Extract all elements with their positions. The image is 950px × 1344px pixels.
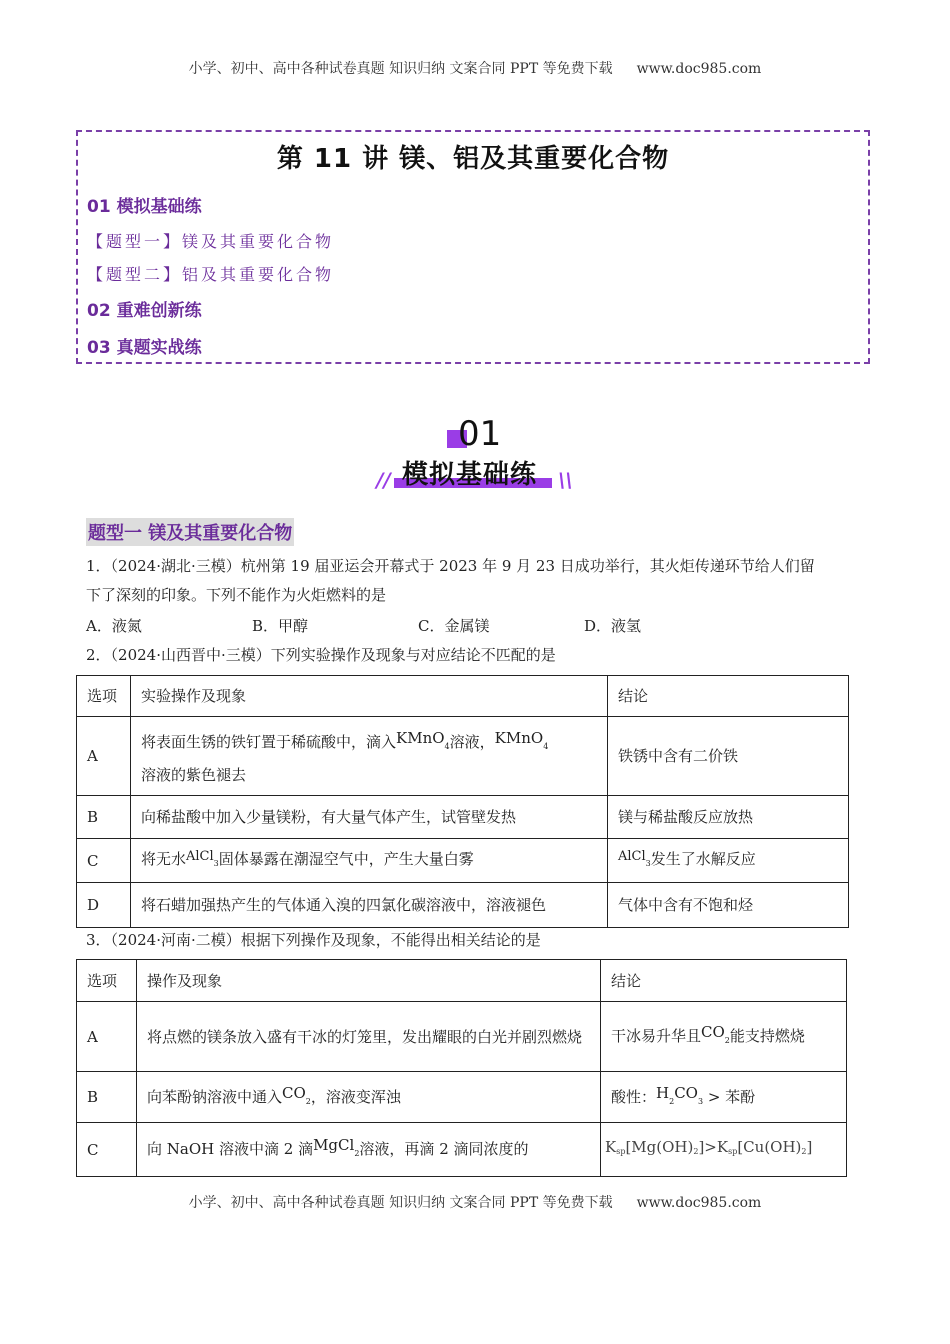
q1-stem: 1．（2024·湖北·三模）杭州第 19 届亚运会开幕式于 2023 年 9 月 23 日成功举行，其火炬传递环节给人们留	[86, 557, 815, 575]
operation-cell: 将无水AlCl$_3$固体暴露在潮湿空气中，产生大量白雾	[131, 839, 608, 883]
toc-item[interactable]: 【题型二】铝及其重要化合物	[87, 265, 335, 284]
toc-item[interactable]: 03 真题实战练	[87, 338, 202, 358]
q3-table	[76, 959, 847, 1177]
slash-decor-icon: \\	[558, 468, 573, 492]
conclusion-cell: 镁与稀盐酸反应放热	[608, 796, 849, 839]
header-cell: 结论	[601, 960, 847, 1002]
footer-text: 小学、初中、高中各种试卷真题 知识归纳 文案合同 PPT 等免费下载	[188, 1195, 613, 1211]
question-type-heading: 题型一 镁及其重要化合物	[86, 518, 294, 546]
conclusion-cell: AlCl$_3$发生了水解反应	[608, 839, 849, 883]
q1-option: B．甲醇	[252, 617, 309, 635]
q2-table	[76, 675, 849, 928]
table-row	[77, 839, 849, 883]
operation-cell: 将点燃的镁条放入盛有干冰的灯笼里，发出耀眼的白光并剧烈燃烧	[137, 1002, 601, 1072]
operation-cell: 向苯酚钠溶液中通入$CO_2$，溶液变浑浊	[137, 1072, 601, 1123]
option-cell: B	[77, 796, 131, 839]
table-row	[77, 1002, 847, 1072]
page-footer	[0, 1192, 950, 1212]
table-row	[77, 796, 849, 839]
toc-item[interactable]: 02 重难创新练	[87, 301, 202, 321]
header-text: 小学、初中、高中各种试卷真题 知识归纳 文案合同 PPT 等免费下载	[188, 61, 613, 77]
conclusion-cell: 干冰易升华且$CO_2$能支持燃烧	[601, 1002, 847, 1072]
page-header	[0, 58, 950, 78]
section-label: 模拟基础练	[402, 460, 538, 490]
header-cell: 实验操作及现象	[131, 676, 608, 717]
section-banner	[370, 410, 580, 500]
operation-cell: 将表面生锈的铁钉置于稀硫酸中，滴入KMnO$_4$溶液，KMnO$_4$ 溶液的紫色褪去	[131, 717, 608, 796]
option-cell: A	[77, 1002, 137, 1072]
conclusion-cell: 酸性：$H_2CO_3$ > 苯酚	[601, 1072, 847, 1123]
header-cell: 选项	[77, 960, 137, 1002]
operation-cell: 向稀盐酸中加入少量镁粉，有大量气体产生，试管壁发热	[131, 796, 608, 839]
option-cell: C	[77, 1123, 137, 1177]
section-number: 01	[458, 414, 502, 454]
option-cell: C	[77, 839, 131, 883]
conclusion-cell: 铁锈中含有二价铁	[608, 717, 849, 796]
header-link[interactable]: www.doc985.com	[636, 61, 762, 77]
table-row	[77, 1072, 847, 1123]
conclusion-cell: 气体中含有不饱和烃	[608, 883, 849, 928]
table-row	[77, 1123, 847, 1177]
table-row	[77, 717, 849, 796]
header-cell: 操作及现象	[137, 960, 601, 1002]
q1-option: A．液氮	[86, 617, 142, 635]
operation-cell: 向 NaOH 溶液中滴 2 滴MgCl$_2$溶液，再滴 2 滴同浓度的	[137, 1123, 601, 1177]
q2-stem: 2．（2024·山西晋中·三模）下列实验操作及现象与对应结论不匹配的是	[86, 646, 556, 664]
q1-option: D．液氢	[584, 617, 642, 635]
header-cell: 选项	[77, 676, 131, 717]
slash-decor-icon: //	[376, 468, 391, 492]
footer-link[interactable]: www.doc985.com	[636, 1195, 762, 1211]
option-cell: A	[77, 717, 131, 796]
toc-item[interactable]: 【题型一】镁及其重要化合物	[87, 232, 335, 251]
table-row	[77, 883, 849, 928]
header-cell: 结论	[608, 676, 849, 717]
table-of-contents	[76, 130, 870, 364]
option-cell: D	[77, 883, 131, 928]
toc-item[interactable]: 01 模拟基础练	[87, 197, 202, 217]
q3-stem: 3．（2024·河南·二模）根据下列操作及现象，不能得出相关结论的是	[86, 931, 541, 949]
operation-cell: 将石蜡加强热产生的气体通入溴的四氯化碳溶液中，溶液褪色	[131, 883, 608, 928]
lecture-title: 第 11 讲 镁、铝及其重要化合物	[276, 144, 670, 174]
q1-option: C．金属镁	[418, 617, 490, 635]
q1-stem: 下了深刻的印象。下列不能作为火炬燃料的是	[86, 586, 387, 604]
option-cell: B	[77, 1072, 137, 1123]
conclusion-cell: $K_{sp}[Mg(OH)_2]>K_{sp}[Cu(OH)_2]$	[601, 1123, 847, 1177]
